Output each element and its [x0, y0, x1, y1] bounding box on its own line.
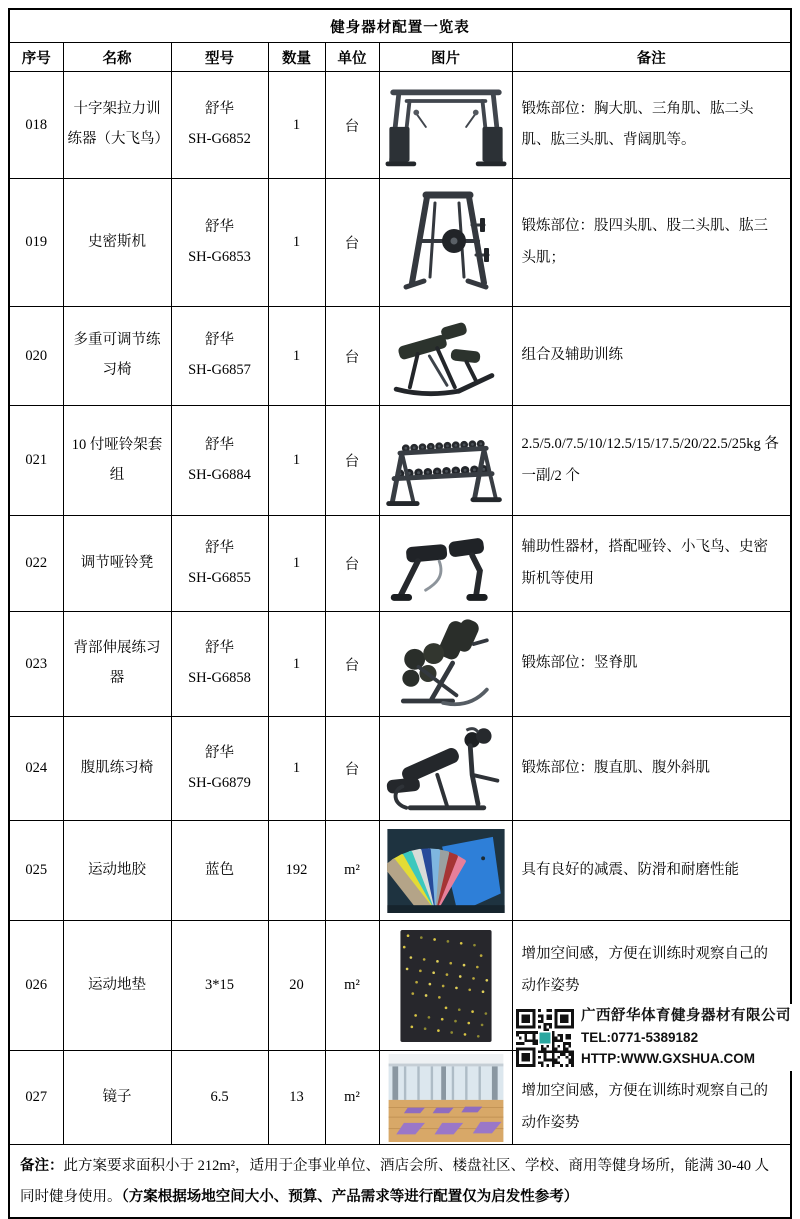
model-brand: 舒华: [205, 640, 234, 657]
equipment-name: 运动地胶: [63, 821, 171, 921]
model-brand: 舒华: [205, 218, 234, 235]
remark: 2.5/5.0/7.5/10/12.5/15/17.5/20/22.5/25kg 各一副/2 个: [512, 406, 791, 516]
equipment-name: 腹肌练习椅: [63, 717, 171, 821]
col-header-name: 名称: [63, 43, 171, 72]
equipment-name: 多重可调节练习椅: [63, 307, 171, 406]
equipment-name: 史密斯机: [63, 179, 171, 307]
remark: 增加空间感，方便在训练时观察自己的动作姿势: [512, 1051, 791, 1145]
equipment-model: [171, 516, 268, 612]
row-number: 021: [9, 406, 63, 516]
remark: 辅助性器材，搭配哑铃、小飞鸟、史密斯机等使用: [512, 516, 791, 612]
quantity: 1: [268, 179, 325, 307]
watermark-tel: TEL:0771-5389182: [581, 1030, 699, 1045]
col-header-unit: 单位: [325, 43, 379, 72]
remark: 锻炼部位：竖脊肌: [512, 612, 791, 717]
table-row: [9, 821, 791, 921]
unit: 台: [325, 406, 379, 516]
remark: 具有良好的减震、防滑和耐磨性能: [512, 821, 791, 921]
unit: m²: [325, 921, 379, 1051]
page-title: 健身器材配置一览表: [9, 9, 791, 43]
table-row: [9, 516, 791, 612]
equipment-name: 镜子: [63, 1051, 171, 1145]
quantity: 192: [268, 821, 325, 921]
table-row: [9, 717, 791, 821]
dumbbell-rack-image: [382, 413, 510, 509]
quantity: 1: [268, 72, 325, 179]
quantity: 1: [268, 516, 325, 612]
equipment-model: [171, 717, 268, 821]
ab-crunch-bench-image: [382, 724, 510, 814]
dumbbell-bench-image: [382, 524, 510, 604]
header-row: [9, 43, 791, 72]
quantity: 1: [268, 406, 325, 516]
remark: 增加空间感，方便在训练时观察自己的动作姿势: [512, 921, 791, 1051]
back-extension-machine-image: [382, 617, 510, 711]
col-header-remark: 备注: [512, 43, 791, 72]
model-code: SH-G6855: [188, 569, 251, 586]
footnote-label: 备注：: [20, 1158, 64, 1174]
table-row: [9, 179, 791, 307]
equipment-rows: [9, 72, 791, 1145]
yoga-room-photo: [382, 1054, 510, 1142]
row-number: 026: [9, 921, 63, 1051]
footnote-bold-note: （方案根据场地空间大小、预算、产品需求等进行配置仅为启发性参考）: [121, 1189, 579, 1206]
watermark-website: HTTP:WWW.GXSHUA.COM: [581, 1051, 755, 1066]
equipment-model: [171, 1051, 268, 1145]
equipment-model: [171, 406, 268, 516]
model-brand: 3*15: [205, 976, 234, 993]
quantity: 20: [268, 921, 325, 1051]
supplier-watermark: [516, 1004, 793, 1071]
qr-code-icon: [516, 1009, 574, 1067]
table-row: [9, 612, 791, 717]
col-header-no: 序号: [9, 43, 63, 72]
row-number: 027: [9, 1051, 63, 1145]
quantity: 1: [268, 307, 325, 406]
quantity: 13: [268, 1051, 325, 1145]
table-row: [9, 406, 791, 516]
smith-machine-image: [382, 185, 510, 301]
model-brand: 蓝色: [205, 861, 234, 878]
row-number: 022: [9, 516, 63, 612]
equipment-name: 运动地垫: [63, 921, 171, 1051]
model-code: SH-G6884: [188, 466, 251, 483]
equipment-name: 调节哑铃凳: [63, 516, 171, 612]
footnote-row: [9, 1145, 791, 1219]
remark: 锻炼部位：胸大肌、三角肌、肱二头肌、肱三头肌、背阔肌等。: [512, 72, 791, 179]
row-number: 025: [9, 821, 63, 921]
remark: 组合及辅助训练: [512, 307, 791, 406]
unit: 台: [325, 179, 379, 307]
unit: 台: [325, 516, 379, 612]
adjustable-bench-image: [382, 315, 510, 397]
model-brand: 舒华: [205, 101, 234, 118]
unit: 台: [325, 612, 379, 717]
unit: 台: [325, 717, 379, 821]
supplier-info: [581, 1006, 791, 1069]
table-row: [9, 72, 791, 179]
model-code: SH-G6879: [188, 774, 251, 791]
row-number: 018: [9, 72, 63, 179]
footnote: [9, 1145, 791, 1219]
remark: 锻炼部位：腹直肌、腹外斜肌: [512, 717, 791, 821]
equipment-model: [171, 179, 268, 307]
model-code: SH-G6857: [188, 362, 251, 378]
equipment-model: [171, 72, 268, 179]
equipment-model: [171, 921, 268, 1051]
row-number: 024: [9, 717, 63, 821]
quantity: 1: [268, 717, 325, 821]
table-row: [9, 307, 791, 406]
equipment-model: [171, 307, 268, 406]
model-brand: 舒华: [205, 436, 234, 453]
equipment-model: [171, 612, 268, 717]
model-brand: 舒华: [205, 744, 234, 761]
equipment-name: 十字架拉力训练器（大飞鸟）: [63, 72, 171, 179]
cable-crossover-machine-image: [382, 77, 510, 173]
unit: m²: [325, 821, 379, 921]
row-number: 023: [9, 612, 63, 717]
unit: m²: [325, 1051, 379, 1145]
col-header-model: 型号: [171, 43, 268, 72]
rubber-mat-image: [382, 930, 510, 1042]
model-brand: 舒华: [205, 539, 234, 556]
remark: 锻炼部位：股四头肌、股二头肌、肱三头肌；: [512, 179, 791, 307]
footnote-text: 此方案要求面积小于 212m²，适用于企事业单位、酒店会所、楼盘社区、学校、商用等健身场所，能满 30-40 人同时健身使用。: [20, 1158, 770, 1206]
model-code: SH-G6858: [188, 670, 251, 686]
col-header-qty: 数量: [268, 43, 325, 72]
model-code: SH-G6853: [188, 248, 251, 265]
row-number: 020: [9, 307, 63, 406]
sports-flooring-image: [382, 829, 510, 913]
model-brand: 舒华: [205, 332, 234, 349]
quantity: 1: [268, 612, 325, 717]
equipment-name: 背部伸展练习器: [63, 612, 171, 717]
title-row: [9, 9, 791, 43]
equipment-name: 10 付哑铃架套组: [63, 406, 171, 516]
col-header-image: 图片: [379, 43, 512, 72]
unit: 台: [325, 307, 379, 406]
model-code: SH-G6852: [188, 131, 251, 147]
unit: 台: [325, 72, 379, 179]
watermark-company: 广西舒华体育健身器材有限公司: [581, 1008, 791, 1024]
equipment-model: [171, 821, 268, 921]
row-number: 019: [9, 179, 63, 307]
model-brand: 6.5: [210, 1088, 229, 1105]
